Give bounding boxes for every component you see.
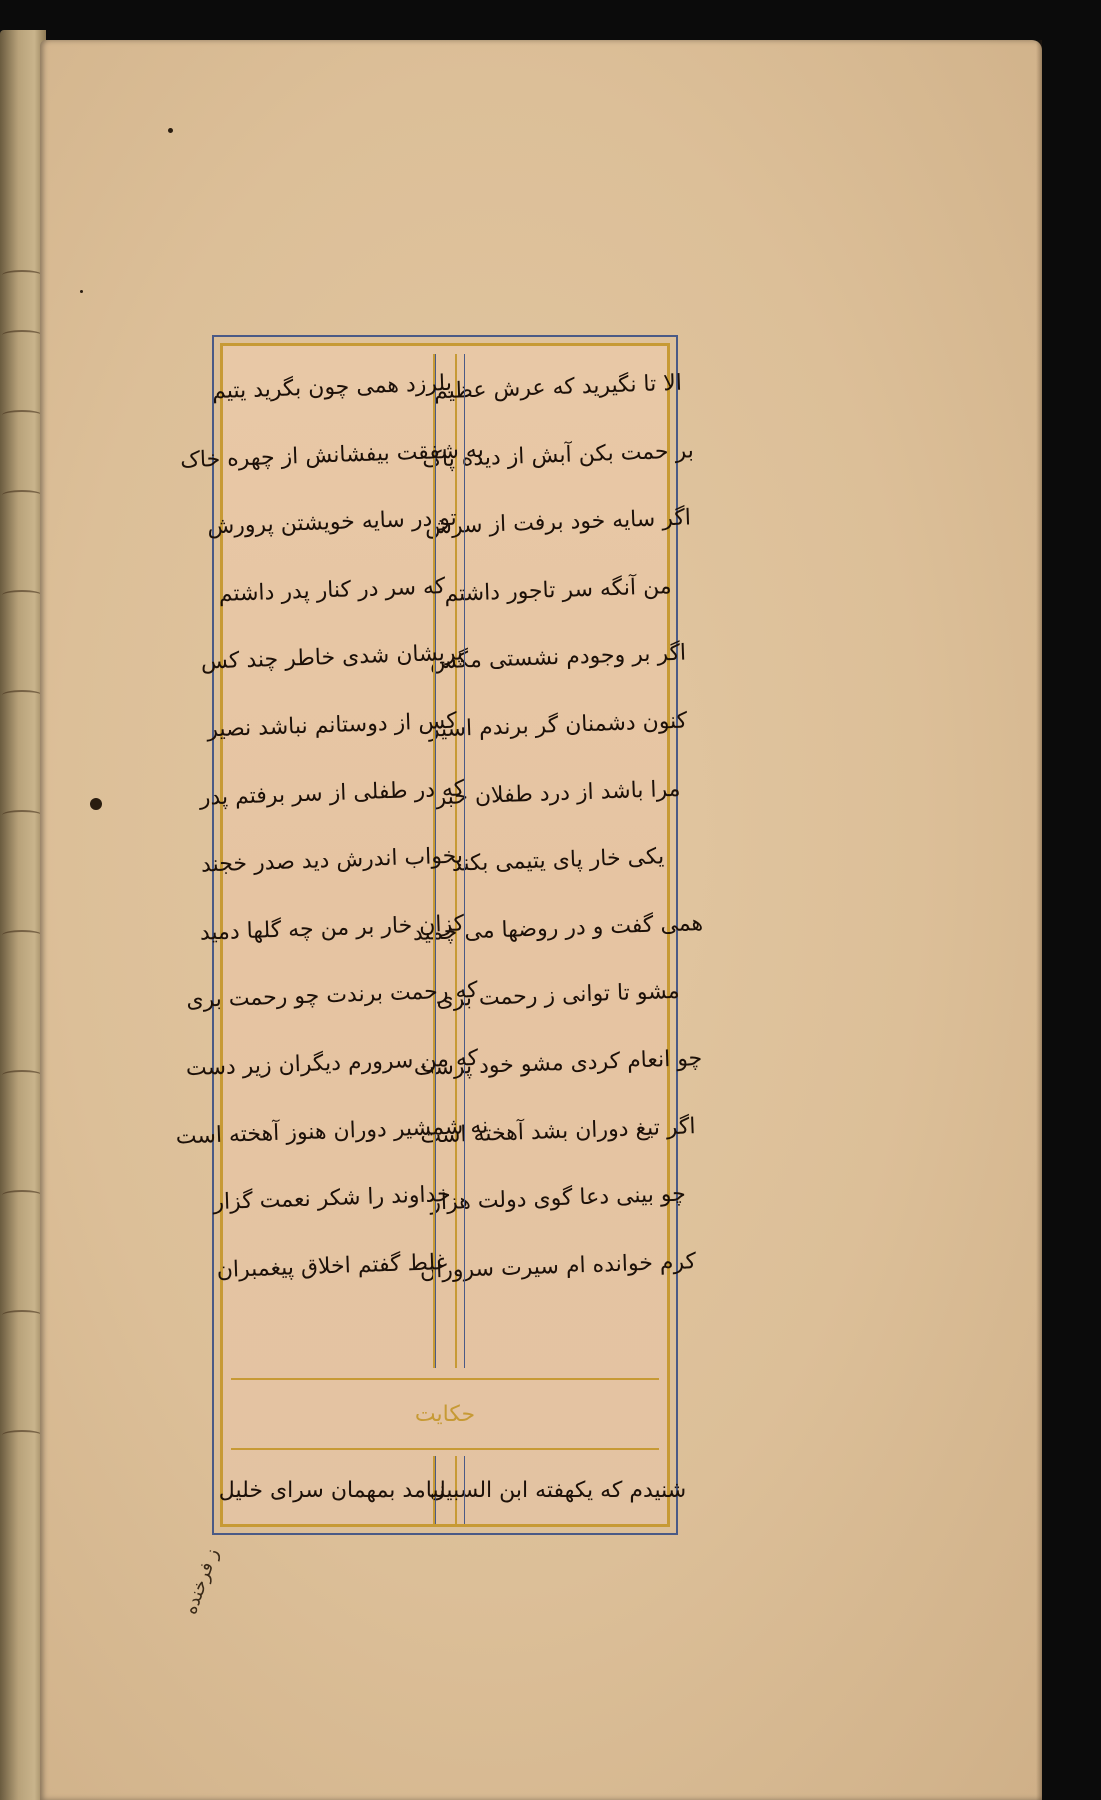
verse-line: غلط گفتم اخلاق پیغمبران xyxy=(216,1249,448,1284)
verse-line: که در طفلی از سر برفتم پدر xyxy=(199,776,465,811)
ink-trace xyxy=(2,590,42,600)
ink-trace xyxy=(2,1070,42,1080)
ink-spot xyxy=(168,128,173,133)
verse-line: کس از دوستانم نباشد نصیر xyxy=(206,708,458,743)
verse-line: شنیدم که یکهفته ابن السبیل xyxy=(455,1456,659,1524)
verse-line: یکی خار پای یتیمی بکند xyxy=(451,844,665,878)
ink-trace xyxy=(2,330,42,340)
verse-line: تو در سایه خویشتن پرورش xyxy=(206,506,458,540)
left-verse-column xyxy=(175,354,489,1368)
verse-line: خداوند را شکر نعمت گزار xyxy=(212,1182,452,1216)
verse-line: که سر در کنار پدر داشتم xyxy=(218,574,446,608)
verse-line: نه شمشیر دوران هنوز آهخته است xyxy=(175,1113,489,1150)
bottom-verse-row xyxy=(218,1456,687,1524)
verse-line: به شفقت بیفشانش از چهره خاک xyxy=(179,437,485,474)
ink-trace xyxy=(2,490,42,500)
section-heading: حکایت xyxy=(414,1401,476,1427)
verse-line: کرم خوانده ام سیرت سروران xyxy=(419,1249,697,1284)
verse-line: بخواب اندرش دید صدر خجند xyxy=(200,843,464,879)
ink-trace xyxy=(2,1430,42,1440)
verse-line: اگر سایه خود برفت از سرش xyxy=(424,505,692,541)
right-verse-column xyxy=(412,354,704,1368)
verse-line: که رحمت برندت چو رحمت بری xyxy=(185,978,479,1014)
ink-spot xyxy=(90,798,102,810)
ink-trace xyxy=(2,1190,42,1200)
verse-line: همی گفت و در روضها می چمید xyxy=(412,910,704,947)
ink-trace xyxy=(2,270,42,280)
section-heading-band xyxy=(231,1378,659,1450)
verse-line: چو انعام کردی مشو خود پرست xyxy=(413,1046,703,1082)
ink-trace xyxy=(2,690,42,700)
text-panel xyxy=(175,335,704,1535)
verse-line: مرا باشد از درد طفلان خبر xyxy=(435,776,681,811)
ink-trace xyxy=(2,1310,42,1320)
verse-line: کزان خار بر من چه گلها دمید xyxy=(199,911,465,946)
verse-line: کنون دشمنان گر برندم اسیر xyxy=(428,708,688,743)
ink-trace xyxy=(2,410,42,420)
ink-trace xyxy=(2,930,42,940)
ink-spot xyxy=(80,290,83,293)
verse-line: اگر بر وجودم نشستی مگس xyxy=(429,641,687,676)
verse-line: بر حمت بکن آبش از دیده پاک xyxy=(421,438,695,473)
verse-line: مشو تا توانی ز رحمت بری xyxy=(435,979,681,1013)
verse-line: که من سرورم دیگران زیر دست xyxy=(185,1046,479,1082)
catchword: ز فرخنده xyxy=(180,1545,224,1618)
ink-trace xyxy=(2,810,42,820)
gold-frame xyxy=(175,343,704,1527)
verse-line: بلرزد همی چون بگرید یتیم xyxy=(211,371,453,405)
verse-line: اگر تیغ دوران بشد آهخته است xyxy=(420,1114,696,1149)
verse-line: پریشان شدی خاطر چند کس xyxy=(200,641,464,676)
verse-line: چو بینی دعا گوی دولت هزار xyxy=(429,1181,687,1216)
verse-line: الا تا نگیرید که عرش عظیم xyxy=(433,370,683,405)
manuscript-page xyxy=(40,40,1042,1800)
verse-line: نیامد بمهمان سرای خلیل xyxy=(231,1456,435,1524)
verse-line: من آنگه سر تاجور داشتم xyxy=(443,574,673,608)
